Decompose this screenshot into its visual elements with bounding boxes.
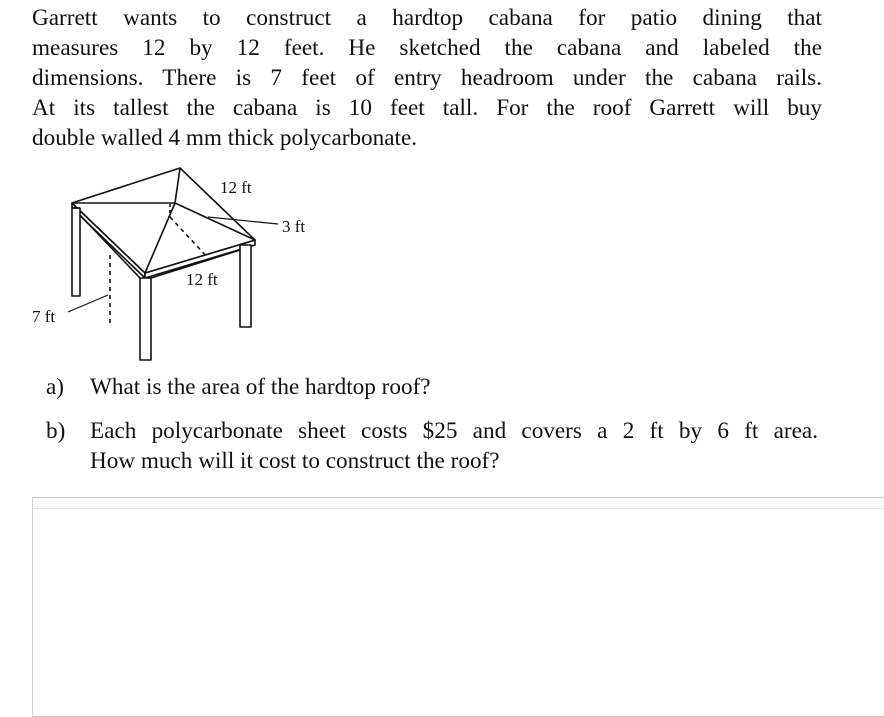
- problem-line: measures 12 by 12 feet. He sketched the cabana and labeled the: [32, 35, 822, 61]
- cabana-drawing: [0, 160, 340, 370]
- problem-line: dimensions. There is 7 feet of entry headroom under the cabana rails.: [32, 65, 822, 91]
- question-text: [90, 416, 818, 476]
- cabana-diagram: [0, 160, 340, 370]
- label-front-side: 12 ft: [186, 270, 218, 289]
- label-headroom: 7 ft: [32, 307, 56, 326]
- label-roof-height: 3 ft: [282, 217, 306, 236]
- post-right: [240, 245, 251, 327]
- question-marker: b): [46, 418, 66, 444]
- post-front: [140, 278, 151, 360]
- question-text: [90, 372, 818, 402]
- problem-line: double walled 4 mm thick polycarbonate.: [32, 125, 418, 151]
- question-b: [46, 416, 818, 476]
- label-top-side: 12 ft: [220, 178, 252, 197]
- answer-input[interactable]: [32, 497, 884, 717]
- problem-line: At its tallest the cabana is 10 feet tall. For the roof Garrett will buy: [32, 95, 822, 121]
- problem-line: Garrett wants to construct a hardtop cabana for patio dining that: [32, 5, 822, 31]
- leader-7ft: [68, 295, 108, 312]
- question-marker: a): [46, 374, 65, 400]
- question-list: [46, 372, 818, 476]
- problem-statement: [32, 3, 822, 153]
- question-line: How much will it cost to construct the roof?: [90, 448, 500, 474]
- answer-toolbar: [33, 498, 884, 509]
- question-line: Each polycarbonate sheet costs $25 and covers a 2 ft by 6 ft area.: [90, 418, 818, 444]
- question-a: [46, 372, 818, 402]
- question-line: What is the area of the hardtop roof?: [90, 374, 431, 400]
- post-back-left: [72, 208, 80, 296]
